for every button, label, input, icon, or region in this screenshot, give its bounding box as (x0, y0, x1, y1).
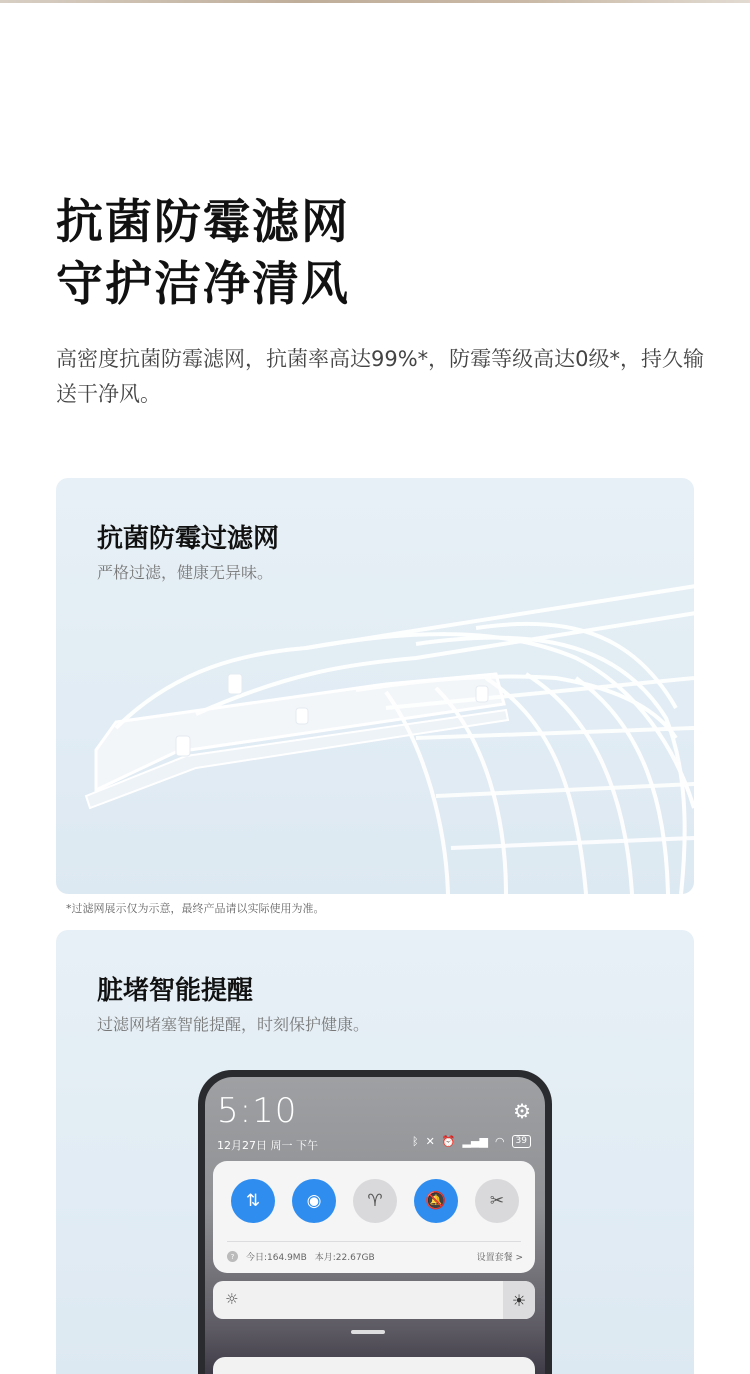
screenshot-toggle[interactable] (475, 1179, 519, 1223)
reminder-card (56, 930, 694, 1374)
notification-card[interactable] (213, 1357, 535, 1374)
status-bar-icons (412, 1135, 531, 1148)
mobile-data-toggle[interactable] (231, 1179, 275, 1223)
filter-card (56, 478, 694, 894)
quick-settings-panel (213, 1161, 535, 1273)
lockscreen-date: 12月27日 周一 下午 (217, 1139, 318, 1152)
do-not-disturb-icon: ✕ (425, 1135, 435, 1148)
battery-icon: 39 (512, 1135, 531, 1148)
filter-card-subtitle: 严格过滤，健康无异味。 (97, 563, 274, 582)
brightness-high-icon[interactable]: ☀ (503, 1281, 535, 1319)
lockscreen-clock: 5:10 (217, 1091, 298, 1131)
headline-line-2: 守护洁净清风 (56, 257, 350, 312)
wifi-icon: ◠ (494, 1135, 505, 1148)
quick-settings-divider (227, 1241, 521, 1242)
wifi-toggle[interactable] (292, 1179, 336, 1223)
bluetooth-icon: ᛒ (412, 1135, 419, 1148)
data-arrows-icon: ⇅ (245, 1191, 261, 1211)
data-usage (227, 1250, 375, 1263)
reminder-card-subtitle: 过滤网堵塞智能提醒，时刻保护健康。 (97, 1015, 370, 1034)
flashlight-icon: ♈ (367, 1191, 383, 1211)
headline-line-1: 抗菌防霉滤网 (56, 195, 350, 250)
headline (56, 192, 350, 316)
reminder-card-title: 脏堵智能提醒 (97, 976, 254, 1006)
brightness-slider[interactable] (213, 1281, 535, 1319)
usage-month: 本月:22.67GB (314, 1253, 375, 1263)
wifi-icon: ◉ (306, 1191, 322, 1211)
intro-text: 高密度抗菌防霉滤网，抗菌率高达99%*，防霉等级高达0级*，持久输送干净风。 (56, 347, 705, 406)
brightness-low-icon: ☼ (225, 1290, 239, 1308)
sim-icon: ? (227, 1251, 238, 1262)
signal-icon: ▂▄▆ (462, 1135, 488, 1148)
phone-screen (205, 1077, 545, 1374)
usage-today: 今日:164.9MB (246, 1253, 307, 1263)
plan-settings-link[interactable]: 设置套餐 > (476, 1253, 523, 1263)
bell-off-icon: 🔕 (425, 1191, 447, 1211)
drag-handle[interactable] (351, 1330, 385, 1334)
scissors-icon: ✂ (489, 1191, 505, 1211)
phone-mockup (198, 1070, 552, 1374)
flashlight-toggle[interactable] (353, 1179, 397, 1223)
top-image-strip (0, 0, 750, 3)
gear-icon[interactable]: ⚙ (513, 1099, 531, 1123)
mute-toggle[interactable] (414, 1179, 458, 1223)
filter-card-title: 抗菌防霉过滤网 (97, 524, 280, 554)
disclaimer-note: *过滤网展示仅为示意，最终产品请以实际使用为准。 (66, 902, 325, 915)
alarm-icon: ⏰ (441, 1135, 456, 1148)
